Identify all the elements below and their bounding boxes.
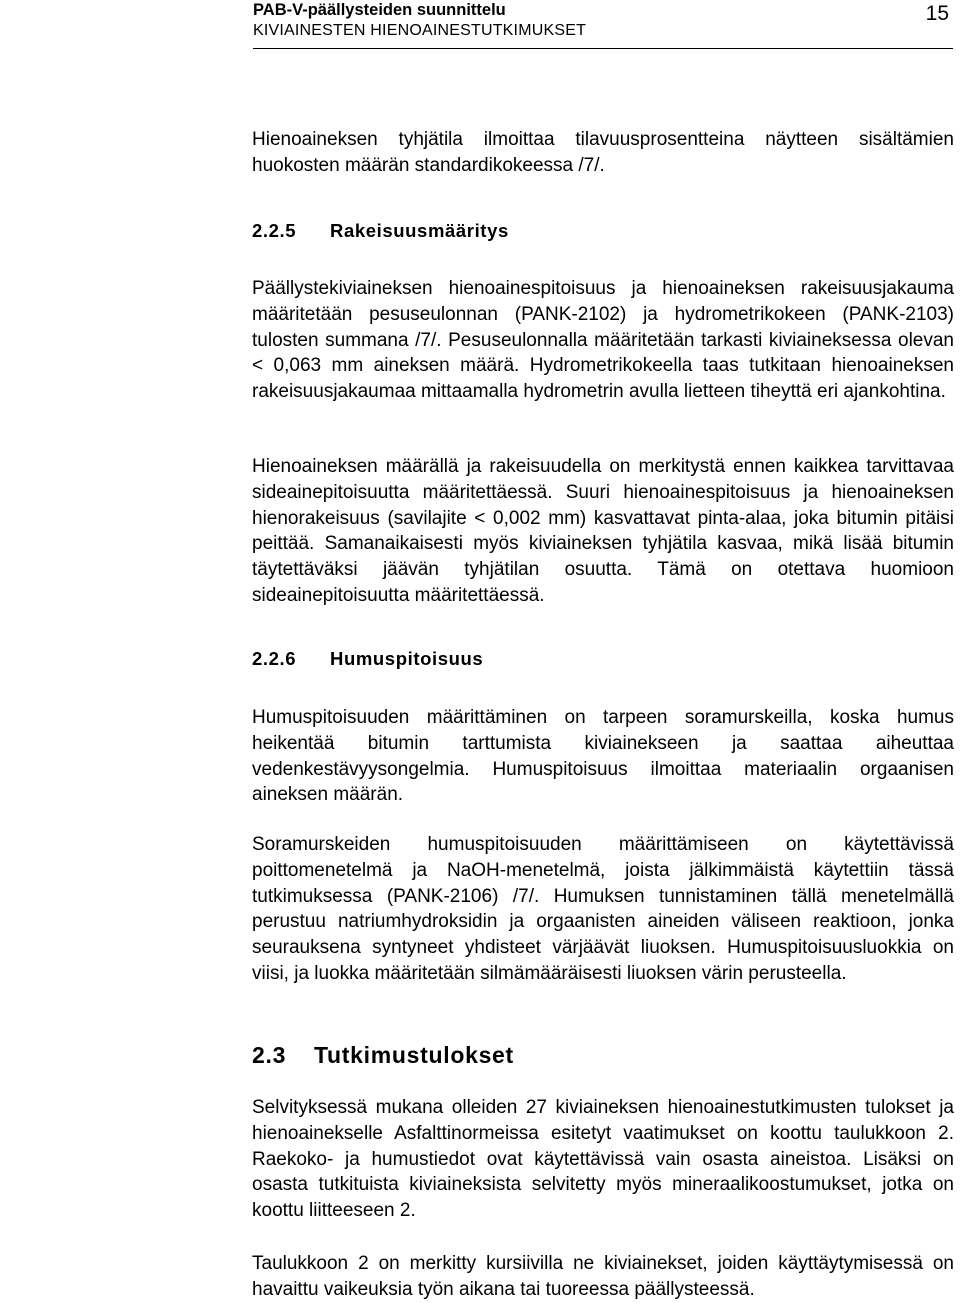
section-heading-2-2-6 <box>252 648 484 670</box>
paragraph-void-content: Hienoaineksen tyhjätila ilmoittaa tilavuusprosentteina näytteen sisältämien huokosten määrän standardikokeessa /7/. <box>252 129 954 176</box>
section-number: 2.3 <box>252 1042 287 1068</box>
page-number: 15 <box>925 2 949 25</box>
header-divider <box>253 48 953 49</box>
section-title: Tutkimustulokset <box>314 1042 514 1068</box>
section-title: Rakeisuusmääritys <box>330 220 509 241</box>
header-title: PAB-V-päällysteiden suunnittelu <box>253 1 506 19</box>
section-heading-2-3 <box>252 1042 514 1069</box>
header-subtitle: KIVIAINESTEN HIENOAINESTUTKIMUKSET <box>253 22 587 39</box>
page-header <box>253 0 953 60</box>
paragraph-results-summary: Selvityksessä mukana olleiden 27 kiviaineksen hienoainestutkimusten tulokset ja hienoainekselle Asfalttinormeissa esitetyt vaatimukset on koottu taulukkoon 2. Raekoko- ja humustiedot ovat käytettävissä vain osasta aineistoa. Lisäksi on osasta tutkituista kiviaineksista selvitetty myös mineraalikoostumukset, jotka on koottu liitteeseen 2. <box>252 1097 954 1222</box>
section-number: 2.2.5 <box>252 220 297 241</box>
paragraph-grading-method: Päällystekiviaineksen hienoainespitoisuus ja hienoaineksen rakeisuusjakauma määritetään pesuseulonnan (PANK-2102) ja hydrometrikokeen (PANK-2103) tulosten summana /7/. Pesuseulonnalla määritetään tarkasti kiviaineksessa olevan < 0,063 mm aineksen määrä. Hydrometrikokeella taas tutkitaan hienoaineksen rakeisuusjakaumaa mittaamalla hydrometrin avulla lietteen tiheyttä eri ajankohtina. <box>252 278 954 403</box>
paragraph-italic-note: Taulukkoon 2 on merkitty kursiivilla ne kiviainekset, joiden käyttäytymisessä on havaittu vaikeuksia työn aikana tai tuoreessa päällysteessä. <box>252 1253 954 1300</box>
section-title: Humuspitoisuus <box>330 648 484 669</box>
section-heading-2-2-5 <box>252 220 509 242</box>
paragraph-fines-significance: Hienoaineksen määrällä ja rakeisuudella on merkitystä ennen kaikkea tarvittavaa sideainepitoisuutta määritettäessä. Suuri hienoainespitoisuus ja hienoaineksen hienorakeisuus (savilajite < 0,002 mm) kasvattavat pinta-alaa, joka bitumin pitäisi peittää. Samanaikaisesti myös kiviaineksen tyhjätila kasvaa, mikä lisää bitumin täytettäväksi jäävän tyhjätilan osuutta. Tämä on otettava huomioon sideainepitoisuutta määritettäessä. <box>252 456 954 606</box>
paragraph-humus-method: Soramurskeiden humuspitoisuuden määrittämiseen on käytettävissä poittomenetelmä ja NaOH-menetelmä, joista jälkimmäistä käytettiin tässä tutkimuksessa (PANK-2106) /7/. Humuksen tunnistaminen tällä menetelmällä perustuu natriumhydroksidin ja orgaanisten aineiden väliseen reaktioon, jonka seurauksena syntyneet yhdisteet värjäävät liuoksen. Humuspitoisuusluokkia on viisi, ja luokka määritetään silmämääräisesti liuoksen värin perusteella. <box>252 834 954 984</box>
paragraph-humus-purpose: Humuspitoisuuden määrittäminen on tarpeen soramurskeilla, koska humus heikentää bitumin tarttumista kiviainekseen ja saattaa aiheuttaa vedenkestävyysongelmia. Humuspitoisuus ilmoittaa materiaalin orgaanisen aineksen määrän. <box>252 707 954 806</box>
section-number: 2.2.6 <box>252 648 297 669</box>
